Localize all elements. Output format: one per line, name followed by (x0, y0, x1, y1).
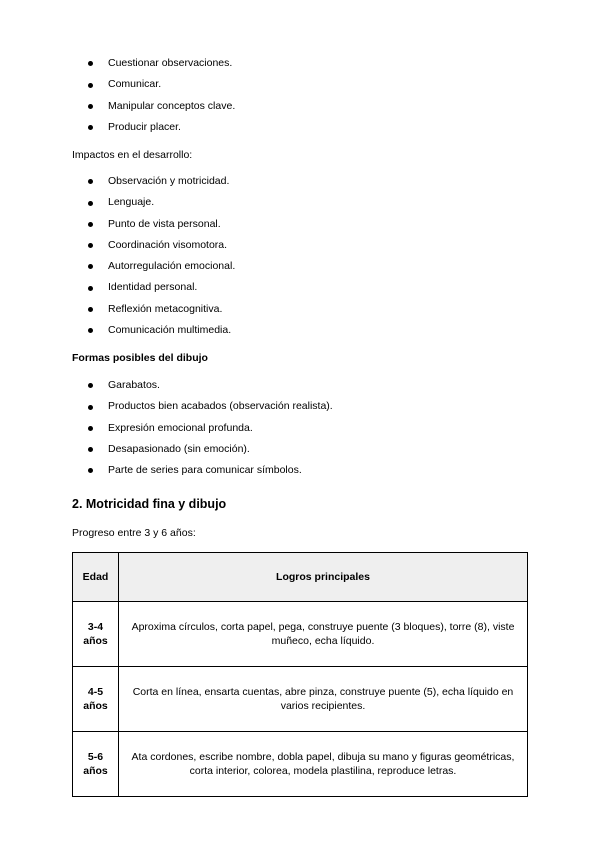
bullet-icon (88, 468, 93, 473)
list-item (0, 214, 235, 235)
bullet-icon (88, 61, 93, 66)
list-item-text: Comunicar. (108, 78, 162, 91)
table-row (73, 602, 528, 667)
table-row (73, 732, 528, 797)
list-item (0, 320, 235, 341)
bullet-icon (88, 125, 93, 130)
section-intro: Progreso entre 3 y 6 años: (72, 527, 196, 539)
forms-list (0, 375, 333, 481)
list-item (0, 396, 333, 417)
achievements-table (72, 552, 528, 797)
bullet-icon (88, 447, 93, 452)
list-item-text: Desapasionado (sin emoción). (108, 442, 250, 455)
list-item (0, 117, 235, 138)
bullet-icon (88, 328, 93, 333)
list-item-text: Productos bien acabados (observación realista). (108, 400, 333, 413)
achievements-cell: Corta en línea, ensarta cuentas, abre pinza, construye puente (5), echa líquido en varios recipientes. (119, 667, 528, 732)
list-item (0, 375, 333, 396)
bullet-icon (88, 426, 93, 431)
list-item-text: Cuestionar observaciones. (108, 57, 233, 69)
list-item-text: Parte de series para comunicar símbolos. (108, 464, 302, 477)
list-item (0, 418, 333, 439)
list-item-text: Lenguaje. (108, 196, 155, 209)
bullet-icon (88, 286, 93, 291)
list-item-text: Autorregulación emocional. (108, 260, 236, 273)
table-header-row (73, 553, 528, 602)
impacts-list (0, 171, 235, 341)
age-unit: años (83, 765, 108, 777)
objectives-list (0, 53, 235, 138)
bullet-icon (88, 405, 93, 410)
table-row (73, 667, 528, 732)
list-item (0, 460, 333, 481)
list-item-text: Coordinación visomotora. (108, 238, 228, 251)
list-item (0, 299, 235, 320)
age-cell (73, 732, 119, 797)
list-item (0, 277, 235, 298)
achievements-cell: Ata cordones, escribe nombre, dobla papel, dibuja su mano y figuras geométricas, corta interior, colorea, modela plastilina, reproduce letras. (119, 732, 528, 797)
forms-heading: Formas posibles del dibujo (72, 352, 208, 364)
bullet-icon (88, 383, 93, 388)
header-achievements: Logros principales (119, 553, 528, 602)
age-range: 4-5 (87, 685, 104, 698)
header-age: Edad (73, 553, 119, 602)
list-item-text: Punto de vista personal. (108, 217, 221, 230)
list-item-text: Garabatos. (108, 379, 160, 391)
age-cell (73, 667, 119, 732)
list-item (0, 53, 235, 74)
age-unit: años (83, 635, 108, 647)
age-cell (73, 602, 119, 667)
list-item-text: Observación y motricidad. (108, 175, 230, 187)
age-range: 5-6 (87, 750, 104, 763)
bullet-icon (88, 264, 93, 269)
bullet-icon (88, 83, 93, 88)
age-unit: años (83, 700, 108, 712)
bullet-icon (88, 222, 93, 227)
bullet-icon (88, 104, 93, 109)
list-item (0, 192, 235, 213)
list-item-text: Expresión emocional profunda. (108, 421, 253, 434)
impacts-intro: Impactos en el desarrollo: (72, 149, 193, 161)
list-item-text: Comunicación multimedia. (108, 324, 232, 337)
bullet-icon (88, 307, 93, 312)
section-title: 2. Motricidad fina y dibujo (72, 497, 227, 511)
list-item (0, 171, 235, 192)
list-item-text: Manipular conceptos clave. (108, 99, 236, 112)
age-range: 3-4 (87, 620, 104, 633)
bullet-icon (88, 179, 93, 184)
list-item-text: Reflexión metacognitiva. (108, 302, 223, 315)
list-item (0, 439, 333, 460)
achievements-cell: Aproxima círculos, corta papel, pega, construye puente (3 bloques), torre (8), viste muñeco, echa líquido. (119, 602, 528, 667)
list-item (0, 96, 235, 117)
bullet-icon (88, 201, 93, 206)
list-item (0, 256, 235, 277)
list-item (0, 74, 235, 95)
bullet-icon (88, 243, 93, 248)
list-item-text: Identidad personal. (108, 281, 198, 294)
list-item-text: Producir placer. (108, 120, 181, 133)
list-item (0, 235, 235, 256)
